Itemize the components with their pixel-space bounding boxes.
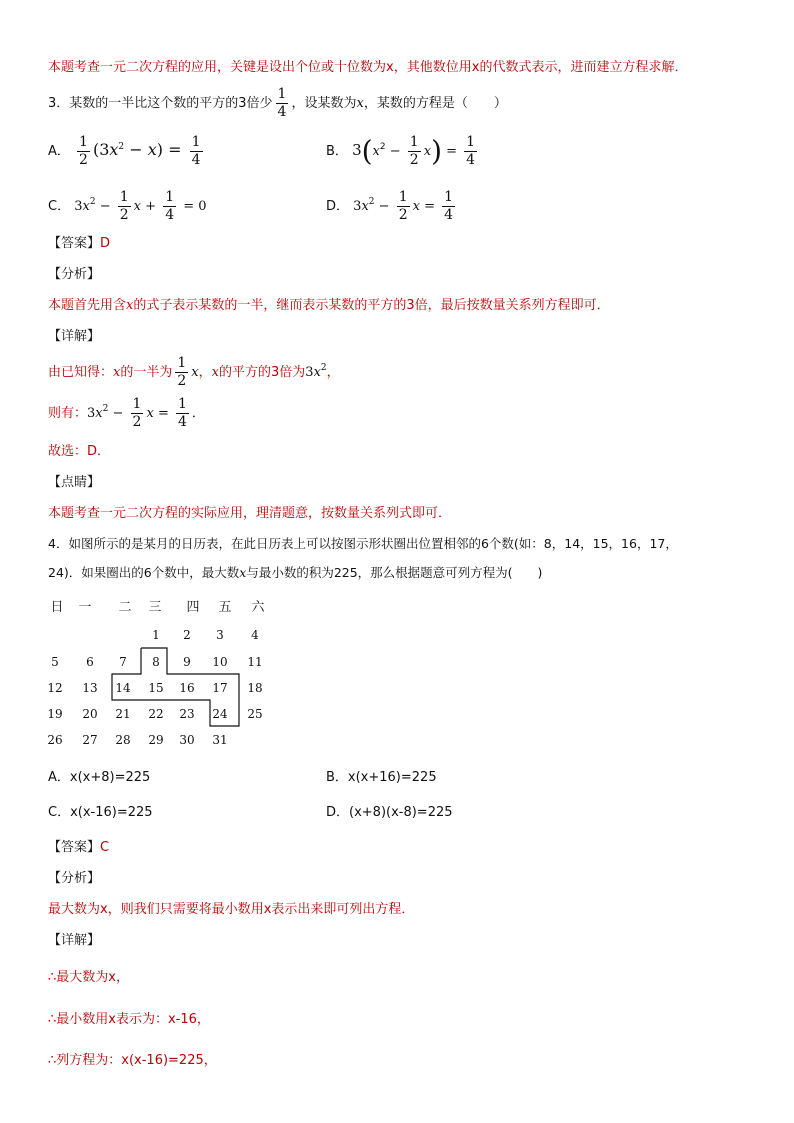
q3-detail-quarter: $\frac{1}{4}$ bbox=[177, 396, 187, 430]
q4-stem-line-2 bbox=[48, 563, 542, 581]
q4-detail-line-2 bbox=[48, 1008, 210, 1027]
q3-fraction bbox=[276, 86, 289, 121]
q4-line1: 4．如图所示的是某月的日历表，在此日历表上可以按图示形状圈出位置相邻的6个数(如：8，14，15，16，17， bbox=[48, 536, 678, 551]
q3-prefix: 3．某数的一半比这个数的平方的3倍少 bbox=[48, 96, 273, 111]
q3-frac-den: 4 bbox=[277, 104, 287, 120]
calendar-day: 28 bbox=[115, 733, 131, 747]
q4-detail2: ∴最小数用x表示为：x-16， bbox=[48, 1012, 210, 1027]
q4-option-d-text: D．(x+8)(x-8)=225 bbox=[326, 805, 453, 820]
q3-detail-half: $\frac{1}{2}$ bbox=[177, 355, 187, 389]
weekday-header: 四 bbox=[186, 600, 200, 615]
q4-detail1: ∴最大数为x， bbox=[48, 970, 129, 985]
q4-option-c bbox=[48, 801, 153, 820]
q4-detail-heading bbox=[48, 929, 100, 948]
weekday-header: 三 bbox=[148, 600, 162, 615]
q3-suffix-b: ，某数的方程是（ ） bbox=[363, 96, 507, 111]
q3-comment-heading bbox=[48, 471, 100, 490]
q3-var: x bbox=[356, 96, 364, 111]
q3-detail1-b: 的一半为 bbox=[120, 365, 173, 380]
q4-line2-a: 24)．如果圈出的6个数中，最大数 bbox=[48, 565, 240, 580]
q4-option-b bbox=[326, 766, 437, 785]
q3-option-d-label: D． bbox=[326, 199, 350, 214]
q3-d-half: $\frac{1}{2}$ bbox=[398, 189, 408, 223]
calendar-day: 27 bbox=[82, 733, 98, 747]
calendar-day: 9 bbox=[183, 655, 191, 669]
q3-detail-heading bbox=[48, 325, 100, 344]
q4-option-a bbox=[48, 766, 150, 785]
calendar-day: 7 bbox=[119, 655, 127, 669]
q4-line2-b: 与最小数的积为225，那么根据题意可列方程为( ) bbox=[246, 565, 543, 580]
q4-analysis-text: 最大数为x，则我们只需要将最小数用x表示出来即可列出方程． bbox=[48, 902, 415, 917]
q3-d-quarter: $\frac{1}{4}$ bbox=[444, 189, 454, 223]
q3-detail-label: 【详解】 bbox=[48, 329, 101, 344]
q3-detail-half-2: $\frac{1}{2}$ bbox=[132, 396, 142, 430]
q4-analysis bbox=[48, 898, 414, 917]
q4-option-d bbox=[326, 801, 453, 820]
q3-option-a: A． $\frac{1}{2}$ $(3x^2 - x)$ = $\frac{1}{4}$ bbox=[48, 134, 201, 168]
q3-choice-text: 故选：D． bbox=[48, 444, 111, 459]
q4-detail3: ∴列方程为：x(x-16)=225， bbox=[48, 1053, 217, 1068]
q3-answer bbox=[48, 232, 110, 251]
weekday-header: 五 bbox=[218, 600, 232, 615]
calendar-day: 5 bbox=[51, 655, 59, 669]
q4-line2-var: x bbox=[239, 565, 247, 580]
q3-a-half: $\frac{1}{2}$ bbox=[79, 134, 88, 168]
calendar-day: 18 bbox=[247, 681, 263, 695]
q3-c-quarter: $\frac{1}{4}$ bbox=[165, 189, 175, 223]
q4-stem-line-1 bbox=[48, 534, 678, 552]
calendar-day: 13 bbox=[82, 681, 98, 695]
q3-detail1-c: 的平方的3倍为 bbox=[219, 365, 306, 380]
q3-analysis-label: 【分析】 bbox=[48, 267, 101, 282]
calendar-day: 16 bbox=[179, 681, 195, 695]
q3-detail-line-2: 则有：$3x^2$ − $\frac{1}{2}$ x = $\frac{1}{4}$ ． bbox=[48, 396, 205, 430]
q3-comment bbox=[48, 502, 451, 521]
intro-var-2: x bbox=[471, 60, 480, 75]
calendar-day: 2 bbox=[183, 628, 191, 642]
q4-answer-label: 【答案】 bbox=[48, 840, 101, 855]
q3-comment-label: 【点睛】 bbox=[48, 475, 101, 490]
calendar-day: 17 bbox=[212, 681, 228, 695]
calendar-day: 22 bbox=[148, 707, 164, 721]
intro-var-1: x bbox=[386, 60, 394, 75]
calendar-day: 25 bbox=[247, 707, 263, 721]
calendar-day: 21 bbox=[115, 707, 131, 721]
q4-detail-line-1 bbox=[48, 966, 129, 985]
calendar-day: 8 bbox=[152, 655, 160, 669]
q4-analysis-heading bbox=[48, 867, 100, 886]
calendar-day: 12 bbox=[47, 681, 63, 695]
q3-choice bbox=[48, 440, 110, 459]
q4-option-c-text: C．x(x-16)=225 bbox=[48, 805, 153, 820]
weekday-header: 一 bbox=[78, 600, 92, 615]
calendar-day: 11 bbox=[247, 655, 263, 669]
q3-b-quarter: $\frac{1}{4}$ bbox=[466, 134, 476, 168]
intro-text-a: 本题考查一元二次方程的应用，关键是设出个位或十位数为 bbox=[48, 60, 387, 75]
q3-option-c: C． $3x^2$ − $\frac{1}{2}$ x + $\frac{1}{4}$ = 0 bbox=[48, 189, 207, 223]
calendar-day: 26 bbox=[47, 733, 63, 747]
calendar-day: 19 bbox=[47, 707, 63, 721]
q3-frac-num: 1 bbox=[277, 86, 287, 102]
calendar-day: 14 bbox=[115, 681, 131, 695]
q3-answer-value: D bbox=[100, 236, 111, 251]
q3-stem bbox=[48, 86, 507, 121]
q3-answer-label: 【答案】 bbox=[48, 236, 101, 251]
weekday-header: 二 bbox=[118, 600, 132, 615]
q3-option-c-label: C． bbox=[48, 199, 71, 214]
q3-option-b: B． $3(x^2$ − $\frac{1}{2}$ x) = $\frac{1}{4}$ bbox=[326, 134, 476, 168]
intro-text-b: ，其他数位用 bbox=[393, 60, 472, 75]
q3-analysis-a: 本题首先用含 bbox=[48, 298, 127, 313]
q3-analysis bbox=[48, 294, 610, 313]
q3-c-half: $\frac{1}{2}$ bbox=[119, 189, 129, 223]
calendar-day: 20 bbox=[82, 707, 98, 721]
q4-answer-value: C bbox=[100, 840, 110, 855]
weekday-header: 六 bbox=[251, 600, 265, 615]
q4-option-a-text: A．x(x+8)=225 bbox=[48, 770, 151, 785]
q4-option-b-text: B．x(x+16)=225 bbox=[326, 770, 437, 785]
calendar-day: 29 bbox=[148, 733, 164, 747]
calendar-day: 15 bbox=[148, 681, 164, 695]
calendar-day: 23 bbox=[179, 707, 195, 721]
q4-detail-line-3 bbox=[48, 1049, 217, 1068]
q3-analysis-b: 的式子表示某数的一半，继而表示某数的平方的3倍，最后按数量关系列方程即可． bbox=[133, 298, 610, 313]
q3-a-quarter: $\frac{1}{4}$ bbox=[191, 134, 201, 168]
q3-comment-text: 本题考查一元二次方程的实际应用，理清题意，按数量关系列式即可． bbox=[48, 506, 452, 521]
calendar-day: 3 bbox=[216, 628, 224, 642]
calendar-day: 31 bbox=[212, 733, 228, 747]
q3-option-d: D． $3x^2$ − $\frac{1}{2}$ x = $\frac{1}{4}$ bbox=[326, 189, 454, 223]
calendar-day: 6 bbox=[86, 655, 94, 669]
q4-detail-label: 【详解】 bbox=[48, 933, 101, 948]
q3-option-a-label: A． bbox=[48, 144, 70, 159]
calendar-day: 4 bbox=[251, 628, 259, 642]
q3-detail-line-1: 由已知得：x的一半为 $\frac{1}{2}$ x，x的平方的3倍为$3x^2$， bbox=[48, 355, 340, 389]
q3-analysis-heading bbox=[48, 263, 100, 282]
q3-analysis-var: x bbox=[126, 298, 134, 313]
calendar-day: 24 bbox=[212, 707, 228, 721]
selection-outline bbox=[112, 648, 239, 726]
q3-detail1-a: 由已知得： bbox=[48, 365, 114, 380]
intro-line bbox=[48, 56, 687, 75]
q4-answer bbox=[48, 836, 109, 855]
q4-analysis-label: 【分析】 bbox=[48, 871, 101, 886]
q3-b-half: $\frac{1}{2}$ bbox=[409, 134, 419, 168]
q3-option-b-label: B． bbox=[326, 144, 348, 159]
calendar-day: 30 bbox=[179, 733, 195, 747]
q3-suffix-a: ，设某数为 bbox=[291, 96, 357, 111]
intro-text-c: 的代数式表示，进而建立方程求解． bbox=[479, 60, 688, 75]
calendar-day: 1 bbox=[152, 628, 160, 642]
calendar-day: 10 bbox=[212, 655, 228, 669]
weekday-header: 日 bbox=[50, 600, 64, 615]
q3-detail2-a: 则有： bbox=[48, 406, 88, 421]
